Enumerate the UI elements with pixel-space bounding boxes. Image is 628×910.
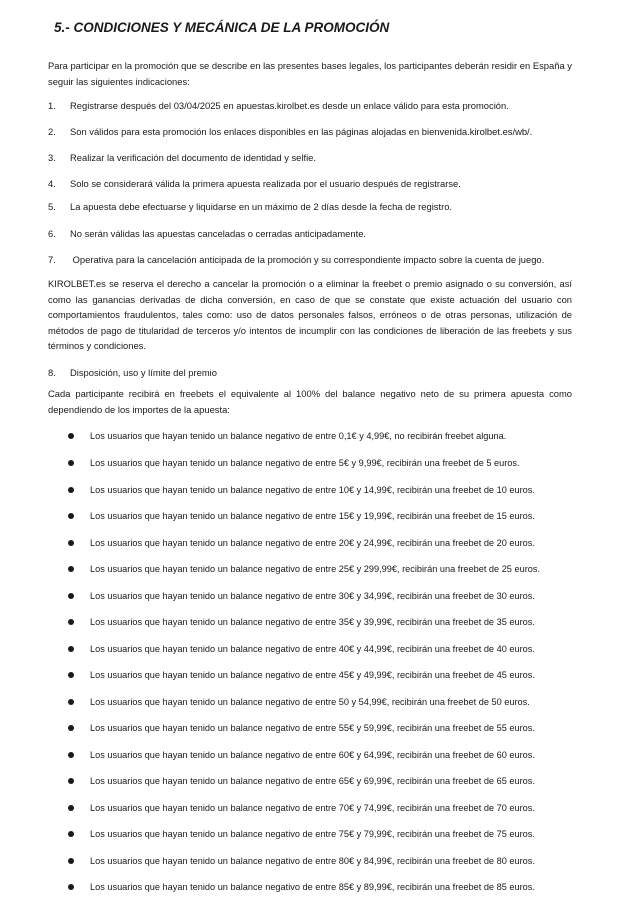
step-number: 3. — [48, 152, 56, 163]
step-text: Registrarse después del 03/04/2025 en apuestas.kirolbet.es desde un enlace válido para esta promoción. — [70, 100, 509, 111]
reservation-paragraph: KIROLBET.es se reserva el derecho a cancelar la promoción o a eliminar la freebet o premio asignado o su conversión, así como las ganancias derivadas de dicha conversión, en caso de que se constate que existe actuación del usuario con comportamientos fraudulentos, tales como: uso de datos personales falsos, erróneos o de otras personas, utilización de métodos de pago de titularidad de terceros y/o intentos de incumplir con las condiciones de liberación de las freebets y sus términos y condiciones. — [48, 278, 572, 351]
tier-text: Los usuarios que hayan tenido un balance negativo de entre 40€ y 44,99€, recibirán una freebet de 40 euros. — [90, 644, 535, 654]
bullet-icon — [68, 805, 74, 811]
tier-text: Los usuarios que hayan tenido un balance negativo de entre 15€ y 19,99€, recibirán una freebet de 15 euros. — [90, 511, 535, 521]
step-text: La apuesta debe efectuarse y liquidarse en un máximo de 2 días desde la fecha de registro. — [70, 201, 453, 212]
list-item — [68, 563, 588, 575]
tier-text: Los usuarios que hayan tenido un balance negativo de entre 55€ y 59,99€, recibirán una freebet de 55 euros. — [90, 723, 535, 733]
section-title: 5.- CONDICIONES Y MECÁNICA DE LA PROMOCIÓN — [54, 20, 390, 35]
bullet-icon — [68, 513, 74, 519]
step-text: No serán válidas las apuestas canceladas o cerradas anticipadamente. — [70, 228, 367, 239]
bullet-icon — [68, 460, 74, 466]
bullet-icon — [68, 566, 74, 572]
step-3 — [48, 152, 578, 164]
step-4 — [48, 178, 578, 190]
list-item — [68, 749, 588, 761]
tier-text: Los usuarios que hayan tenido un balance negativo de entre 50 y 54,99€, recibirán una freebet de 50 euros. — [90, 697, 530, 707]
bullet-icon — [68, 593, 74, 599]
bullet-icon — [68, 884, 74, 890]
bullet-icon — [68, 858, 74, 864]
list-item — [68, 616, 588, 628]
list-item — [68, 828, 588, 840]
step-text: Son válidos para esta promoción los enlaces disponibles en las páginas alojadas en bienvenida.kirolbet.es/wb/. — [70, 126, 533, 137]
tier-text: Los usuarios que hayan tenido un balance negativo de entre 0,1€ y 4,99€, no recibirán freebet alguna. — [90, 431, 507, 441]
list-item — [68, 537, 588, 549]
step-text: Solo se considerará válida la primera apuesta realizada por el usuario después de registrarse. — [70, 178, 461, 189]
step-7 — [48, 254, 578, 266]
tier-text: Los usuarios que hayan tenido un balance negativo de entre 35€ y 39,99€, recibirán una freebet de 35 euros. — [90, 617, 535, 627]
step-number: 6. — [48, 228, 56, 239]
intro-paragraph: Para participar en la promoción que se describe en las presentes bases legales, los participantes deberán residir en España y seguir las siguientes indicaciones: — [48, 60, 572, 87]
step-text: Operativa para la cancelación anticipada de la promoción y su correspondiente impacto sobre la cuenta de juego. — [70, 254, 545, 265]
step-text: Realizar la verificación del documento de identidad y selfie. — [70, 152, 316, 163]
list-item — [68, 590, 588, 602]
bullet-icon — [68, 672, 74, 678]
step-number: 7. — [48, 254, 56, 265]
tier-text: Los usuarios que hayan tenido un balance negativo de entre 20€ y 24,99€, recibirán una freebet de 20 euros. — [90, 538, 535, 548]
tier-text: Los usuarios que hayan tenido un balance negativo de entre 85€ y 89,99€, recibirán una freebet de 85 euros. — [90, 882, 535, 892]
list-item — [68, 430, 588, 442]
step-2 — [48, 126, 578, 138]
bullet-icon — [68, 619, 74, 625]
list-item — [68, 855, 588, 867]
bullet-icon — [68, 778, 74, 784]
bullet-icon — [68, 487, 74, 493]
tier-text: Los usuarios que hayan tenido un balance negativo de entre 25€ y 299,99€, recibirán una freebet de 25 euros. — [90, 564, 541, 574]
tier-text: Los usuarios que hayan tenido un balance negativo de entre 80€ y 84,99€, recibirán una freebet de 80 euros. — [90, 856, 535, 866]
tier-text: Los usuarios que hayan tenido un balance negativo de entre 30€ y 34,99€, recibirán una freebet de 30 euros. — [90, 591, 535, 601]
tier-text: Los usuarios que hayan tenido un balance negativo de entre 5€ y 9,99€, recibirán una freebet de 5 euros. — [90, 458, 520, 468]
tier-text: Los usuarios que hayan tenido un balance negativo de entre 70€ y 74,99€, recibirán una freebet de 70 euros. — [90, 803, 535, 813]
list-item — [68, 881, 588, 893]
list-item — [68, 484, 588, 496]
list-item — [68, 696, 588, 708]
step-number: 2. — [48, 126, 56, 137]
tier-text: Los usuarios que hayan tenido un balance negativo de entre 45€ y 49,99€, recibirán una freebet de 45 euros. — [90, 670, 535, 680]
list-item — [68, 457, 588, 469]
tier-text: Los usuarios que hayan tenido un balance negativo de entre 75€ y 79,99€, recibirán una freebet de 75 euros. — [90, 829, 535, 839]
list-item — [68, 775, 588, 787]
list-item — [68, 669, 588, 681]
tier-text: Los usuarios que hayan tenido un balance negativo de entre 10€ y 14,99€, recibirán una freebet de 10 euros. — [90, 485, 535, 495]
list-item — [68, 802, 588, 814]
bullet-icon — [68, 752, 74, 758]
bullet-icon — [68, 646, 74, 652]
step-number: 8. — [48, 367, 56, 378]
step-text: Disposición, uso y límite del premio — [70, 367, 217, 378]
tier-text: Los usuarios que hayan tenido un balance negativo de entre 60€ y 64,99€, recibirán una freebet de 60 euros. — [90, 750, 535, 760]
tier-text: Los usuarios que hayan tenido un balance negativo de entre 65€ y 69,99€, recibirán una freebet de 65 euros. — [90, 776, 535, 786]
step-number: 1. — [48, 100, 56, 111]
step-5 — [48, 201, 578, 213]
bullet-icon — [68, 831, 74, 837]
step-number: 5. — [48, 201, 56, 212]
list-item — [68, 722, 588, 734]
step-1 — [48, 100, 578, 112]
bullet-icon — [68, 699, 74, 705]
reward-intro-paragraph: Cada participante recibirá en freebets el equivalente al 100% del balance negativo neto de su primera apuesta como dependiendo de los importes de la apuesta: — [48, 388, 572, 415]
list-item — [68, 510, 588, 522]
step-number: 4. — [48, 178, 56, 189]
step-8 — [48, 367, 578, 379]
bullet-icon — [68, 540, 74, 546]
step-6 — [48, 228, 578, 240]
list-item — [68, 643, 588, 655]
bullet-icon — [68, 433, 74, 439]
bullet-icon — [68, 725, 74, 731]
